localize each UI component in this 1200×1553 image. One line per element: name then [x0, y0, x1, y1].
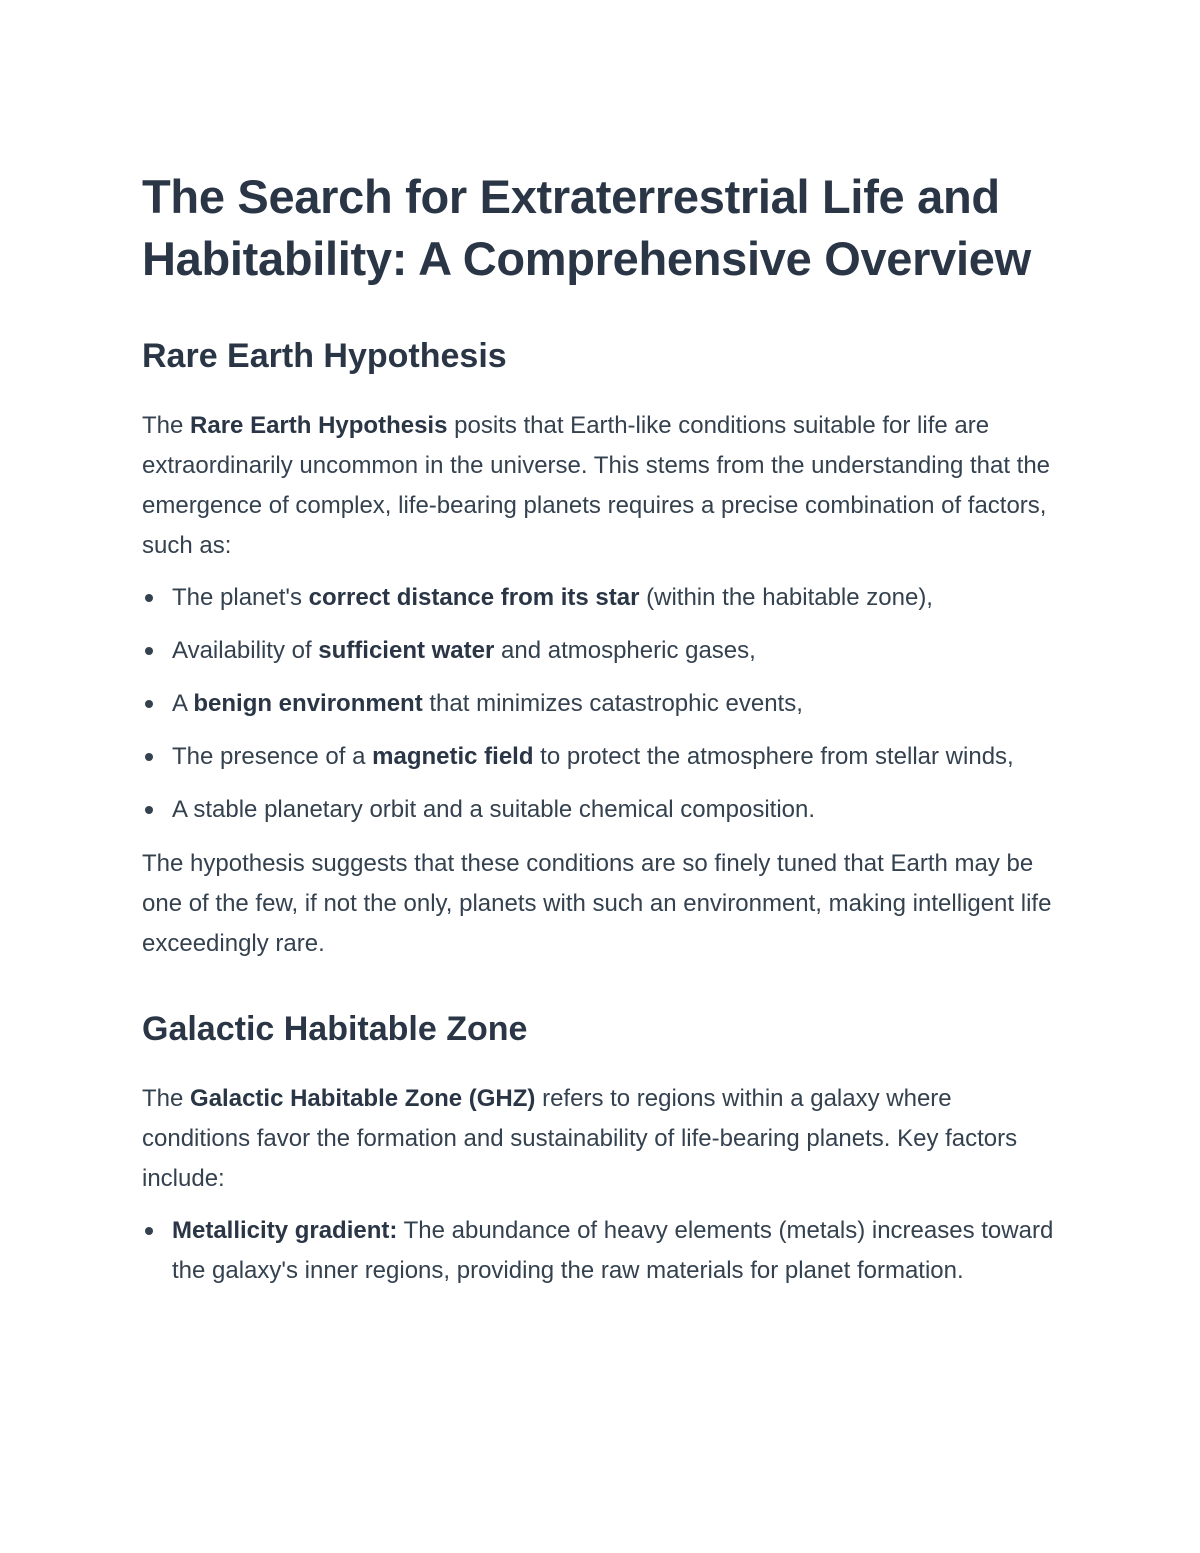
- bold-term: Galactic Habitable Zone (GHZ): [190, 1085, 536, 1112]
- text-run: A: [172, 690, 194, 717]
- text-run: The: [142, 412, 191, 439]
- bold-term: sufficient water: [318, 637, 495, 664]
- bullet-icon: [145, 647, 153, 655]
- bold-term: benign environment: [193, 690, 423, 717]
- list-item: [142, 790, 1062, 830]
- bullet-icon: [145, 753, 153, 761]
- text-run: refers to regions within a galaxy where conditions favor the formation and sustainability of life-bearing planets. Key factors include:: [142, 1085, 1018, 1192]
- text-run: (within the habitable zone),: [639, 584, 933, 611]
- text-run: The presence of a: [172, 743, 373, 770]
- bullet-icon: [145, 806, 153, 814]
- rare-earth-conclusion-paragraph: The hypothesis suggests that these conditions are so finely tuned that Earth may be one of the few, if not the only, planets with such an environment, making intelligent life exceedingly rare.: [142, 850, 1052, 957]
- text-run: The abundance of heavy elements (metals) increases toward the galaxy's inner regions, providing the raw materials for planet formation.: [172, 1217, 1054, 1284]
- galactic-factor-list: [142, 1211, 1062, 1291]
- document-page: [142, 166, 1062, 1304]
- text-run: A stable planetary orbit and a suitable chemical composition.: [172, 796, 816, 823]
- text-run: that minimizes catastrophic events,: [422, 690, 803, 717]
- list-item: [142, 684, 1062, 724]
- section-heading-rare-earth: Rare Earth Hypothesis: [142, 337, 507, 375]
- page-title: The Search for Extraterrestrial Life and Habitability: A Comprehensive Overview: [142, 170, 1031, 285]
- bullet-icon: [145, 1227, 153, 1235]
- text-run: The planet's: [172, 584, 309, 611]
- bold-term: magnetic field: [372, 743, 534, 770]
- bullet-icon: [145, 700, 153, 708]
- bold-term: Metallicity gradient:: [172, 1217, 398, 1244]
- list-item: [142, 578, 1062, 618]
- rare-earth-intro-paragraph: [142, 406, 1062, 566]
- bullet-icon: [145, 594, 153, 602]
- list-item: [142, 737, 1062, 777]
- text-run: to protect the atmosphere from stellar winds,: [533, 743, 1014, 770]
- text-run: Availability of: [172, 637, 319, 664]
- list-item: [142, 1211, 1062, 1291]
- list-item: [142, 631, 1062, 671]
- section-heading-galactic-habitable-zone: Galactic Habitable Zone: [142, 1010, 528, 1048]
- text-run: and atmospheric gases,: [494, 637, 756, 664]
- text-run: The: [142, 1085, 191, 1112]
- rare-earth-factor-list: [142, 578, 1062, 830]
- bold-term: Rare Earth Hypothesis: [190, 412, 448, 439]
- bold-term: correct distance from its star: [308, 584, 640, 611]
- text-run: posits that Earth-like conditions suitable for life are extraordinarily uncommon in the universe. This stems from the understanding that the emergence of complex, life-bearing planets requires a precise combination of factors, such as:: [142, 412, 1051, 559]
- galactic-intro-paragraph: [142, 1079, 1062, 1199]
